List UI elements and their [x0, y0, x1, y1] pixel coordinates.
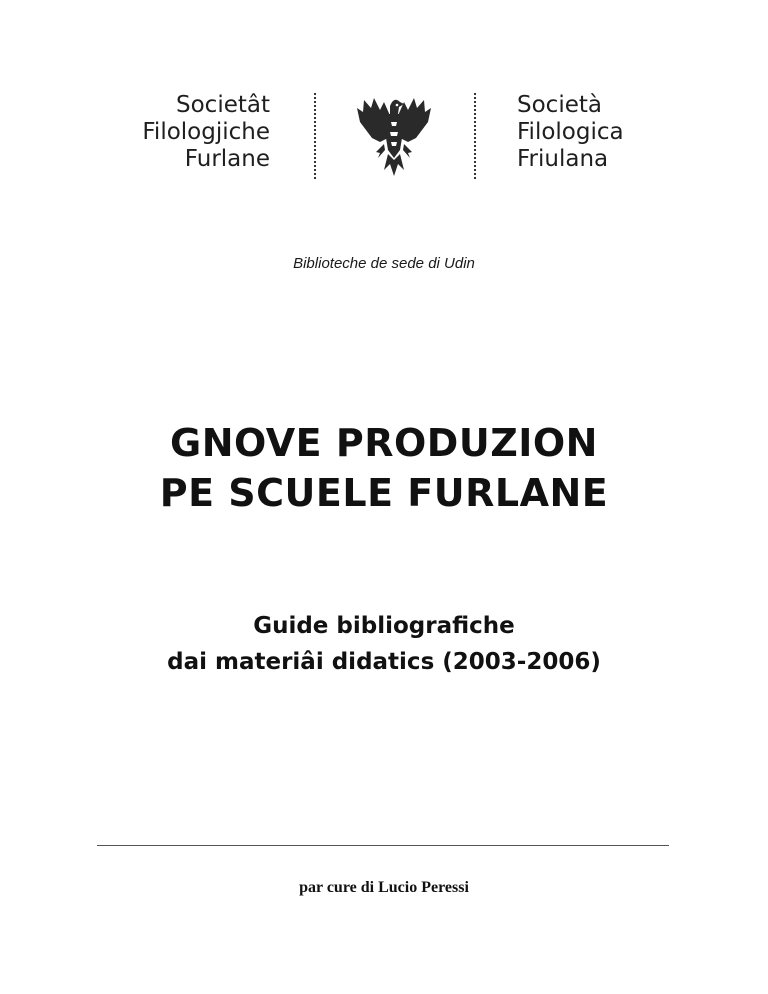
editor-credit: par cure di Lucio Peressi [299, 879, 469, 896]
logo-text-friulian [100, 92, 270, 173]
logo-line: Friulana [517, 146, 609, 172]
eagle-icon [354, 92, 434, 182]
subtitle-line: dai materiâi didatics (2003-2006) [167, 649, 601, 675]
title-line: GNOVE PRODUZION [170, 421, 598, 465]
logo-line: Furlane [184, 146, 270, 172]
subtitle-line: Guide bibliografiche [253, 613, 515, 639]
horizontal-rule [97, 845, 669, 846]
page-title [0, 418, 768, 518]
logo-line: Filologjiche [142, 119, 270, 145]
title-line: PE SCUELE FURLANE [159, 471, 609, 515]
logo-divider-left [314, 93, 316, 179]
page-subtitle [0, 608, 768, 680]
logo-line: Società [517, 92, 602, 118]
logo-line: Filologica [517, 119, 624, 145]
logo-divider-right [474, 93, 476, 179]
logo-text-italian [517, 92, 687, 173]
logo-line: Societât [176, 92, 270, 118]
location-caption: Biblioteche de sede di Udin [293, 255, 475, 272]
